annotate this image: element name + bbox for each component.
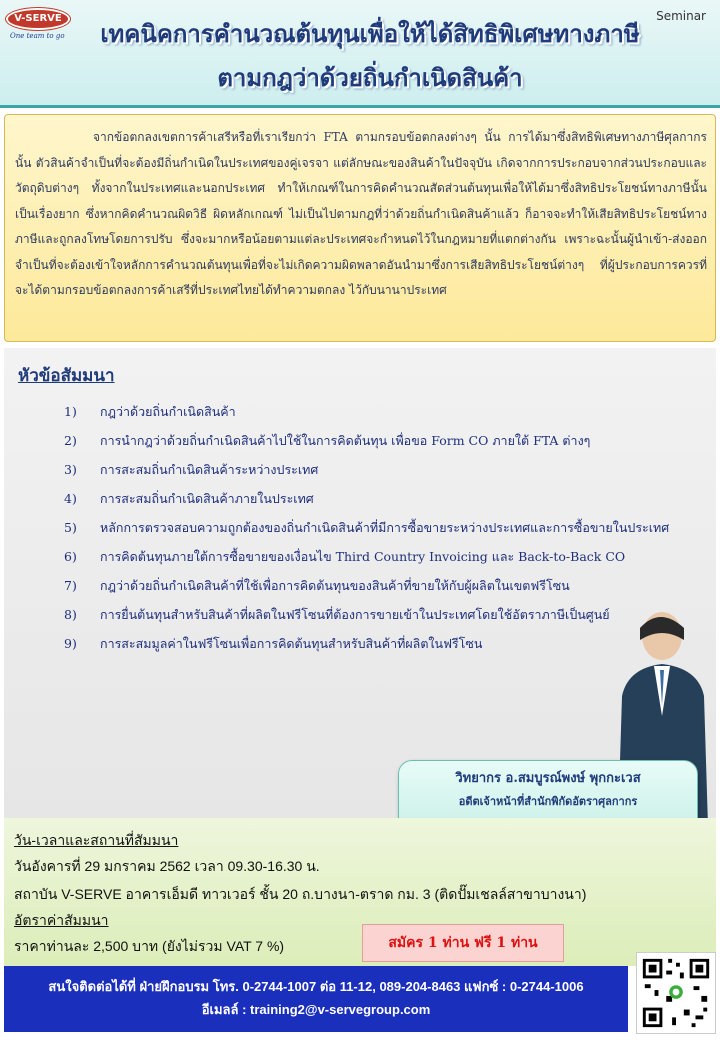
topic-number: 8) (64, 607, 77, 622)
topic-number: 4) (64, 491, 77, 506)
contact-footer (4, 966, 628, 1032)
logo-tagline: One team to go (10, 32, 65, 40)
topic-text: กฎว่าด้วยถิ่นกำเนิดสินค้าที่ใช้เพื่อการคิดต้นทุนของสินค้าที่ขายให้กับผู้ผลิตในเขตฟรีโซน (100, 578, 570, 593)
logo-text: V-SERVE (6, 8, 70, 30)
page-title-line1: เทคนิคการคำนวณต้นทุนเพื่อให้ได้สิทธิพิเศษทางภาษี (100, 19, 640, 48)
header (0, 0, 720, 108)
topic-text: การสะสมมูลค่าในฟรีโซนเพื่อการคิดต้นทุนสำหรับสินค้าที่ผลิตในฟรีโซน (100, 636, 483, 651)
topic-number: 7) (64, 578, 77, 593)
topic-item (4, 545, 716, 568)
seminar-badge: Seminar (656, 9, 706, 23)
topic-item (4, 574, 716, 597)
topic-text: การยื่นต้นทุนสำหรับสินค้าที่ผลิตในฟรีโซนที่ต้องการขายเข้าในประเทศโดยใช้อัตราภาษีเป็นศูนย์ (100, 607, 610, 622)
topic-text: การสะสมถิ่นกำเนิดสินค้าภายในประเทศ (100, 491, 314, 506)
contact-email: อีเมลล์ : training2@v-servegroup.com (201, 1002, 431, 1017)
qr-code-icon (636, 952, 716, 1034)
topic-number: 3) (64, 462, 77, 477)
contact-phone: สนใจติดต่อได้ที่ ฝ่ายฝึกอบรม โทร. 0-2744-1007 ต่อ 11-12, 089-204-8463 แฟกซ์ : 0-2744-1006 (48, 979, 584, 994)
details-section (4, 818, 716, 966)
topic-number: 6) (64, 549, 77, 564)
topic-item (4, 516, 716, 539)
intro-paragraph: จากข้อตกลงเขตการค้าเสรีหรือที่เราเรียกว่า FTA ตามกรอบข้อตกลงต่างๆ นั้น การได้มาซึ่งสิทธิพิเศษทางภาษีศุลกากรนั้น ตัวสินค้าจำเป็นที่จะต้องมีถิ่นกำเนิดในประเทศของคู่เจรจา แต่ลักษณะของสินค้าในปัจจุบัน เกิดจากการประกอบจากส่วนประกอบและวัตถุดิบต่างๆ ทั้งจากในประเทศและนอกประเทศ ทำให้เกณฑ์ในการคิดคำนวณสัดส่วนต้นทุนเพื่อให้ได้มาซึ่งสิทธิประโยชน์ทางภาษีนั้นเป็นเรื่องยาก ซึ่งหากคิดคำนวณผิดวิธี ผิดหลักเกณฑ์ ไม่เป็นไปตามกฎที่ว่าด้วยถิ่นกำเนิดสินค้าแล้ว ก็อาจจะทำให้เสียสิทธิประโยชน์ทางภาษีและถูกลงโทษโดยการปรับ ซึ่งจะมากหรือน้อยตามแต่ละประเทศจะกำหนดไว้ในกฎหมายที่แตกต่างกัน เพราะฉะนั้นผู้นำเข้า-ส่งออก จำเป็นที่จะต้องเข้าใจหลักการคำนวณต้นทุนเพื่อที่จะไม่เกิดความผิดพลาดอันนำมาซึ่งการเสียสิทธิประโยชน์ต่างๆ ที่ผู้ประกอบการควรที่จะได้ตามกรอบข้อตกลงการค้าเสรีที่ประเทศไทยได้ทำความตกลง ไว้กับนานาประเทศ (4, 114, 716, 342)
topic-text: การสะสมถิ่นกำเนิดสินค้าระหว่างประเทศ (100, 462, 319, 477)
topic-number: 1) (64, 404, 77, 419)
topic-item (4, 487, 716, 510)
topic-number: 5) (64, 520, 77, 535)
speaker-title: อดีตเจ้าหน้าที่สำนักพิกัดอัตราศุลกากร (458, 795, 638, 808)
topic-item (4, 429, 716, 452)
promo-badge: สมัคร 1 ท่าน ฟรี 1 ท่าน (362, 924, 564, 962)
topic-text: การคิดต้นทุนภายใต้การซื้อขายของเงื่อนไข Third Country Invoicing และ Back-to-Back CO (100, 549, 626, 564)
topic-text: กฎว่าด้วยถิ่นกำเนิดสินค้า (100, 404, 236, 419)
fee-heading: อัตราค่าสัมมนา (14, 912, 109, 928)
page-title-line2: ตามกฎว่าด้วยถิ่นกำเนิดสินค้า (217, 63, 523, 92)
fee: ราคาท่านละ 2,500 บาท (ยังไม่รวม VAT 7 %) (14, 938, 285, 954)
topic-item (4, 400, 716, 423)
venue: สถาบัน V-SERVE อาคารเอ็มดี ทาวเวอร์ ชั้น 20 ถ.บางนา-ตราด กม. 3 (ติดปั๊มเชลล์สาขาบางนา) (14, 886, 587, 902)
date-time: วันอังคารที่ 29 มกราคม 2562 เวลา 09.30-16.30 น. (14, 858, 320, 874)
topic-number: 9) (64, 636, 77, 651)
topics-heading: หัวข้อสัมมนา (18, 366, 115, 386)
topic-text: หลักการตรวจสอบความถูกต้องของถิ่นกำเนิดสินค้าที่มีการซื้อขายระหว่างประเทศและการซื้อขายในประเทศ (100, 520, 670, 535)
venue-heading: วัน-เวลาและสถานที่สัมมนา (14, 832, 179, 848)
speaker-name: วิทยากร อ.สมบูรณ์พงษ์ พุกกะเวส (455, 771, 641, 786)
topic-item (4, 458, 716, 481)
topic-text: การนำกฎว่าด้วยถิ่นกำเนิดสินค้าไปใช้ในการคิดต้นทุน เพื่อขอ Form CO ภายใต้ FTA ต่างๆ (100, 433, 591, 448)
topic-number: 2) (64, 433, 77, 448)
